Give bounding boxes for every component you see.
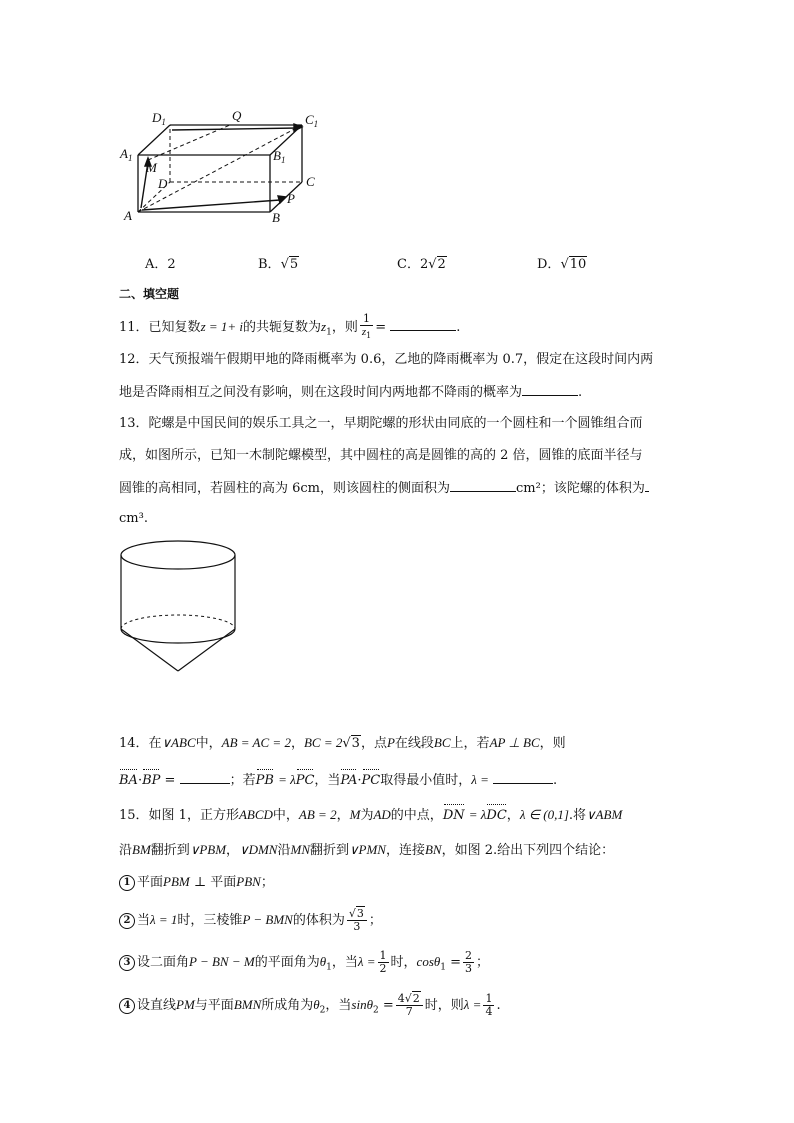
answer-blank-12[interactable] bbox=[522, 383, 578, 396]
cuboid-figure bbox=[110, 100, 340, 225]
circled-number-2: 2 bbox=[119, 913, 135, 929]
question-11: 11．已知复数z = 1+ i的共轭复数为$z_1$，则 $\frac{1}{z_1}$ = . bbox=[119, 312, 461, 341]
label-c1: $C_1$ bbox=[305, 112, 319, 129]
answer-blank-14b[interactable] bbox=[493, 771, 553, 784]
question-15-conclusion-1: 1 平面PBM ⊥ 平面PBN； bbox=[119, 872, 274, 893]
question-14-line-1: 14．在∨ABC中，AB = AC = 2，BC = 2√3，点P在线段BC上，若AP ⊥ BC，则 bbox=[119, 735, 566, 751]
question-14-line-2: BA·BP = ；若PB = λPC，当PA·PC取得最小值时，λ = . bbox=[119, 770, 557, 791]
answer-blank-13b[interactable] bbox=[645, 479, 649, 492]
circled-number-3: 3 bbox=[119, 955, 135, 971]
label-b1: $B_1$ bbox=[273, 148, 286, 165]
label-m: M bbox=[146, 160, 157, 175]
question-13-line-4: cm³. bbox=[119, 511, 148, 526]
label-d1: $D_1$ bbox=[152, 110, 166, 127]
label-d: D bbox=[158, 176, 168, 191]
choice-b: B．√5 bbox=[258, 257, 299, 272]
answer-blank-13a[interactable] bbox=[450, 479, 516, 492]
spinning-top-figure bbox=[115, 535, 245, 680]
circled-number-1: 1 bbox=[119, 875, 135, 891]
label-c: C bbox=[306, 174, 315, 189]
question-15-conclusion-4: 4 设直线PM与平面BMN所成角为$\theta_2$，当sinθ$_2$ = $\frac{4√2}{7}$ 时，则λ = $\frac{1}{4}$ . bbox=[119, 993, 501, 1021]
section-title: 二、填空题 bbox=[119, 287, 180, 301]
choice-d: D．√10 bbox=[537, 257, 587, 272]
choice-c: C．2√2 bbox=[397, 257, 446, 272]
question-15-conclusion-3: 3 设二面角P − BN − M的平面角为$\theta_1$，当λ = $\frac{1}{2}$ 时，cosθ$_1$ = $\frac{2}{3}$ ； bbox=[119, 950, 489, 978]
answer-blank-11[interactable] bbox=[390, 318, 456, 331]
label-p: P bbox=[287, 191, 295, 206]
question-15-line-2: 沿BM翻折到∨PBM，∨DMN沿MN翻折到∨PMN，连接BN，如图 2.给出下列四个结论： bbox=[119, 842, 615, 858]
question-12-line-2: 地是否降雨相互之间没有影响，则在这段时间内两地都不降雨的概率为 . bbox=[119, 385, 583, 400]
question-13-line-1: 13．陀螺是中国民间的娱乐工具之一，早期陀螺的形状由同底的一个圆柱和一个圆锥组合而 bbox=[119, 416, 643, 431]
label-a: A bbox=[124, 208, 132, 223]
question-12-line-1: 12．天气预报端午假期甲地的降雨概率为 0.6，乙地的降雨概率为 0.7，假定在这段时间内两 bbox=[119, 352, 654, 367]
question-13-line-3: 圆锥的高相同，若圆柱的高为 6cm，则该圆柱的侧面积为 cm²；该陀螺的体积为 bbox=[119, 479, 649, 499]
label-q: Q bbox=[232, 108, 242, 123]
circled-number-4: 4 bbox=[119, 998, 135, 1014]
label-b: B bbox=[272, 210, 280, 225]
choice-a: A．2 bbox=[145, 257, 176, 272]
question-13-line-2: 成，如图所示，已知一木制陀螺模型，其中圆柱的高是圆锥的高的 2 倍，圆锥的底面半径与 bbox=[119, 448, 643, 463]
answer-blank-14a[interactable] bbox=[180, 771, 230, 784]
label-a1: $A_1$ bbox=[120, 146, 133, 163]
question-15-line-1: 15．如图 1，正方形ABCD中，AB = 2，M为AD的中点，DN = λDC，λ ∈ (0,1].将∨ABM bbox=[119, 805, 622, 826]
question-15-conclusion-2: 2 当λ = 1时，三棱锥P − BMN的体积为 $\frac{√3}{3}$ ； bbox=[119, 908, 382, 933]
